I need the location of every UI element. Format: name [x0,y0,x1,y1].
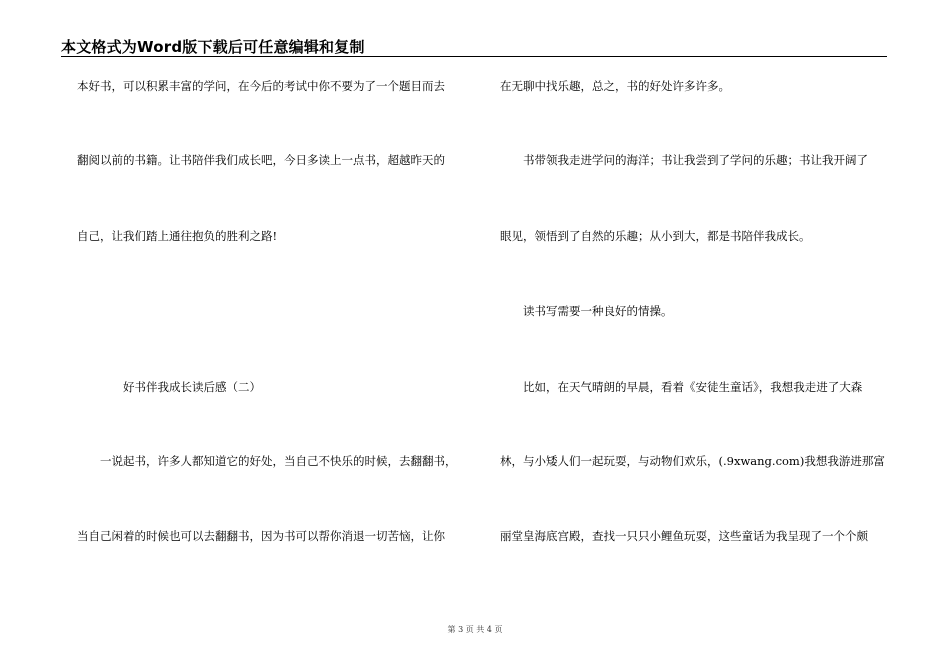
left-line-6: 当自己闲着的时候也可以去翻翻书，因为书可以帮你消退一切苦恼，让你 [77,529,445,543]
left-line-5: 一说起书，许多人都知道它的好处，当自己不快乐的时候，去翻翻书， [100,454,457,468]
left-line-1: 本好书，可以积累丰富的学问，在今后的考试中你不要为了一个题目而去 [77,79,445,93]
header-divider [61,56,887,57]
right-line-3: 眼见，领悟到了自然的乐趣；从小到大，都是书陪伴我成长。 [500,229,811,243]
left-line-2: 翻阅以前的书籍。让书陪伴我们成长吧，今日多读上一点书，超越昨天的 [77,153,445,167]
right-line-2: 书带领我走进学问的海洋；书让我尝到了学问的乐趣；书让我开阔了 [523,153,868,167]
right-line-4: 读书写需要一种良好的情操。 [523,304,673,318]
right-line-1: 在无聊中找乐趣，总之，书的好处许多许多。 [500,79,730,93]
left-line-3: 自己，让我们踏上通往抱负的胜利之路! [77,229,278,243]
section-heading: 好书伴我成长读后感（二） [123,380,261,394]
right-line-6: 林，与小矮人们一起玩耍，与动物们欢乐，(.9xwang.com)我想我游进那富 [500,454,885,468]
document-header-title: 本文格式为Word版下载后可任意编辑和复制 [61,38,365,56]
page-number-footer: 第 3 页 共 4 页 [447,625,503,634]
right-line-7: 丽堂皇海底宫殿，查找一只只小鲤鱼玩耍，这些童话为我呈现了一个个颇 [500,529,868,543]
right-line-5: 比如，在天气晴朗的早晨，看着《安徒生童话》，我想我走进了大森 [523,380,863,394]
